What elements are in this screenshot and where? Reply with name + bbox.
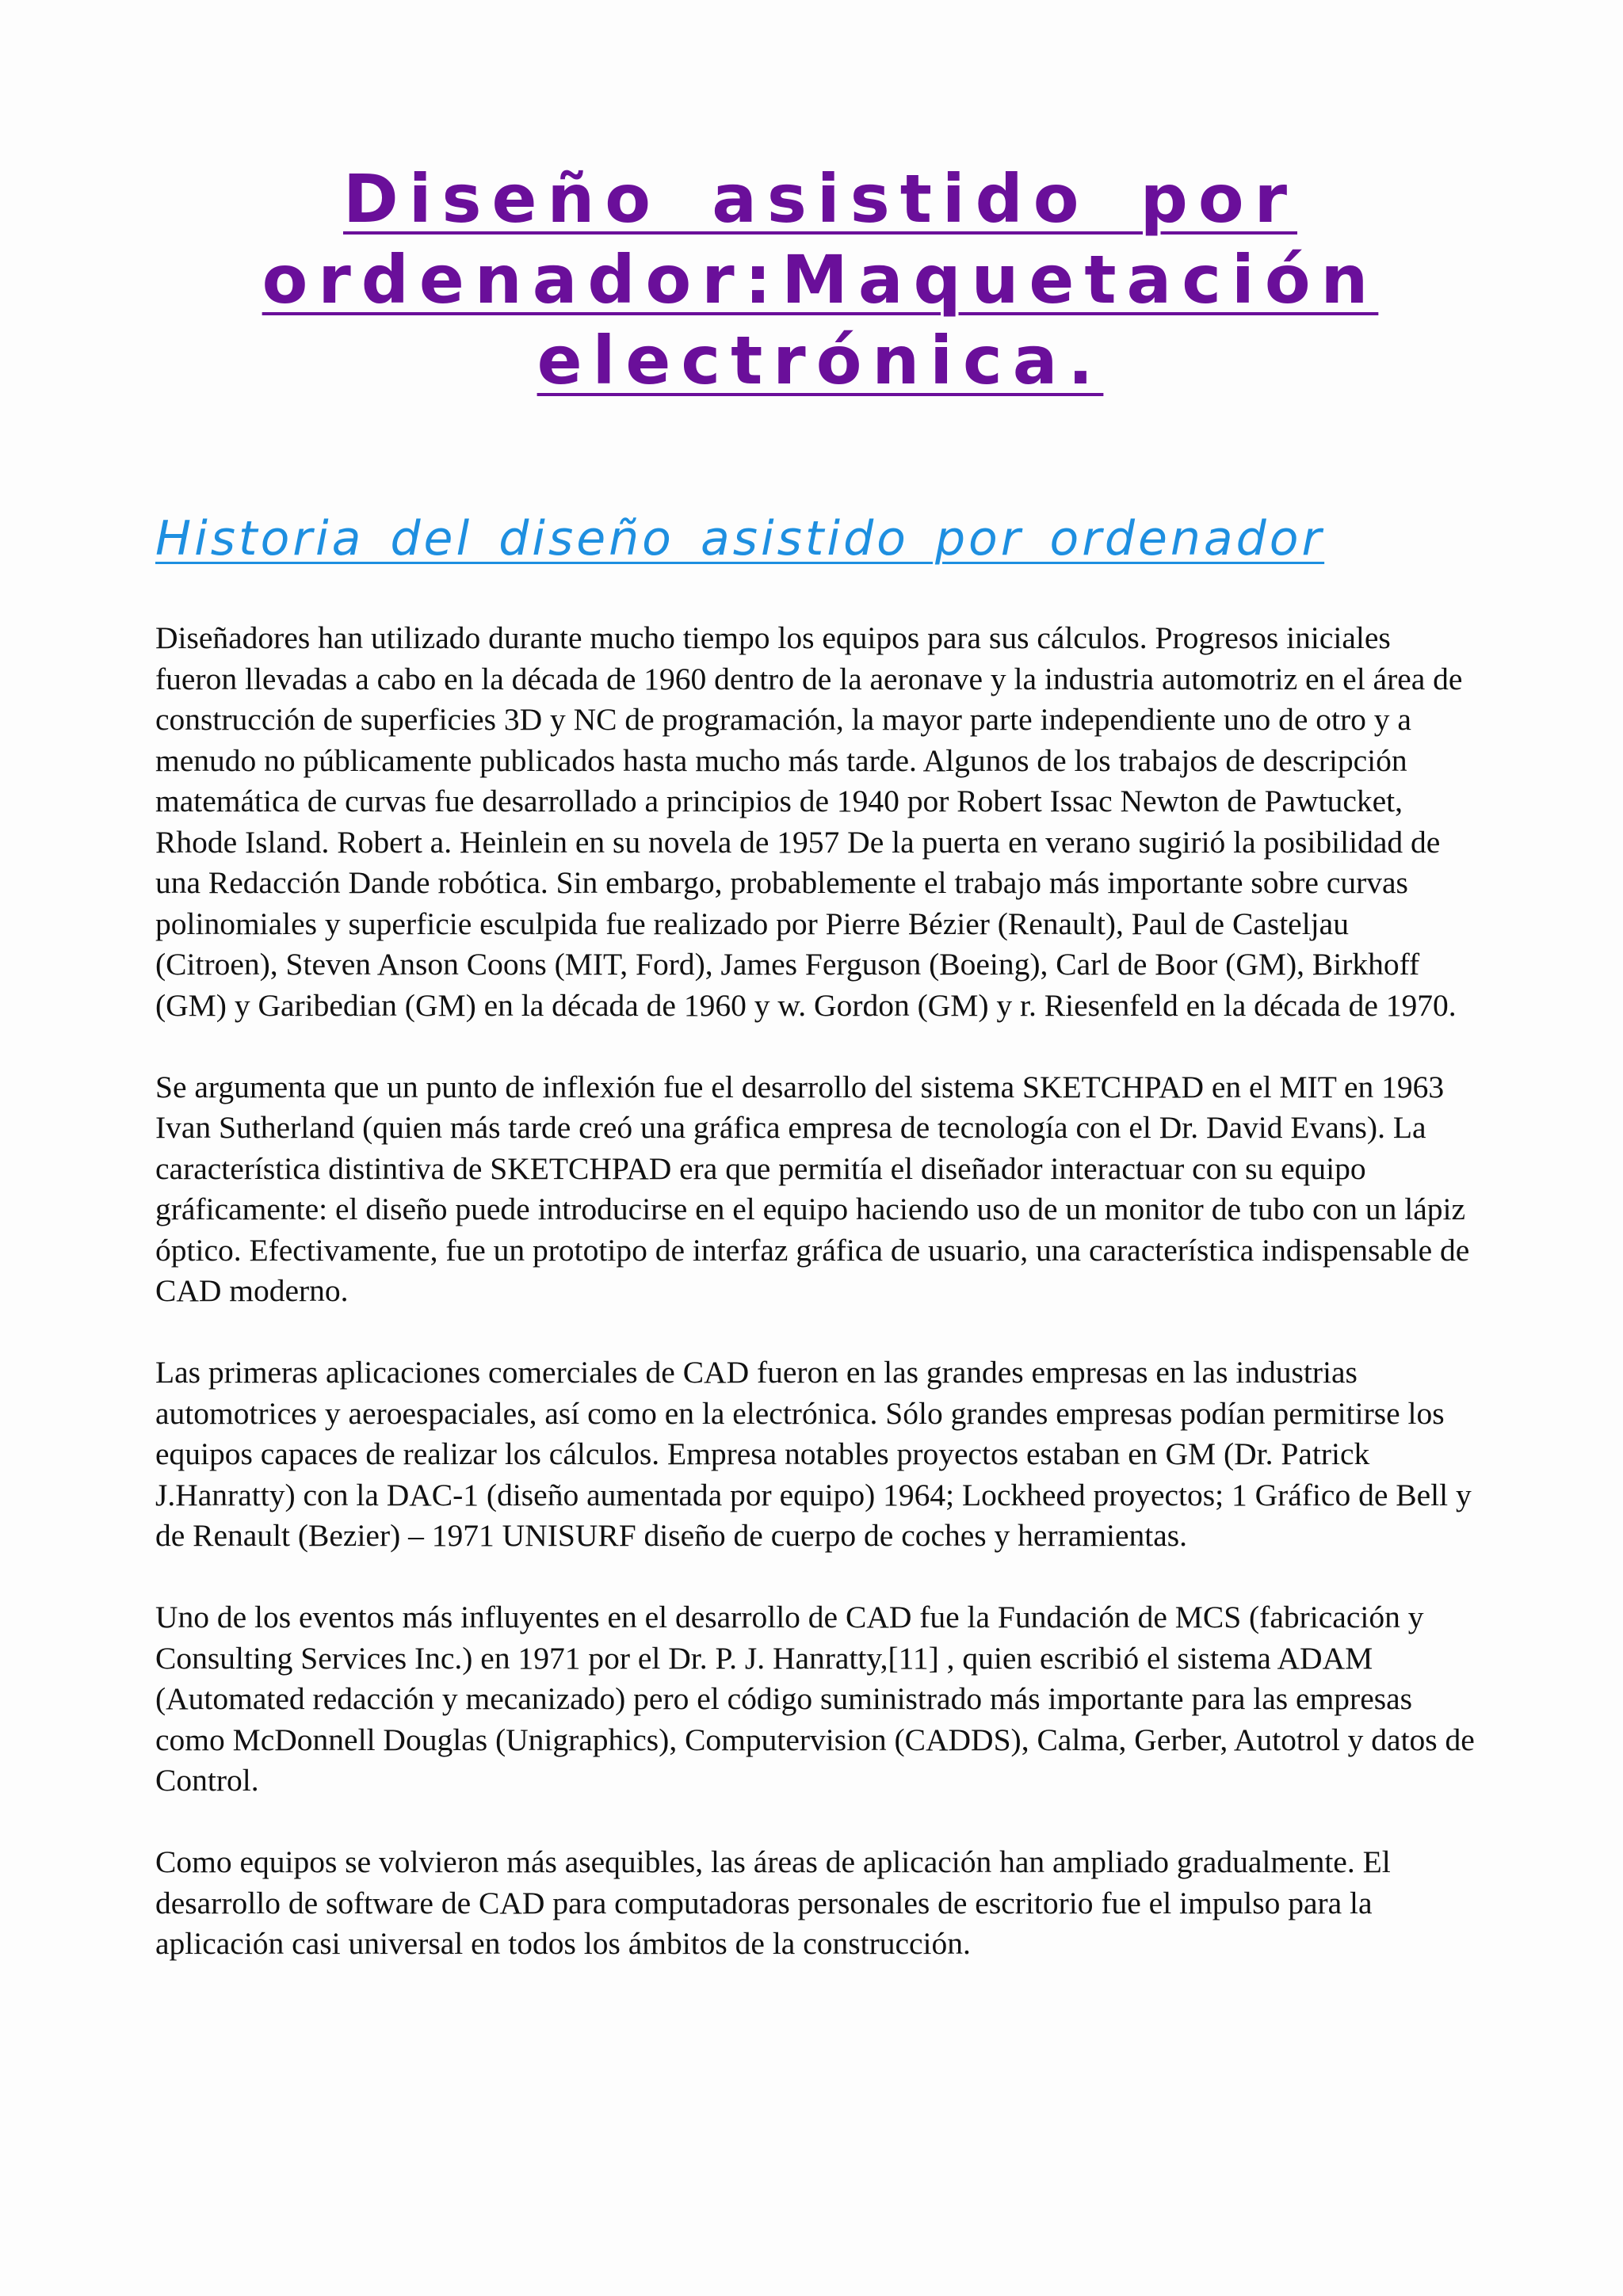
paragraph: Diseñadores han utilizado durante mucho tiempo los equipos para sus cálculos. Progresos iniciales fueron llevadas a cabo en la década de 1960 dentro de la aeronave y la industria automotriz en el área de construcción de superficies 3D y NC de programación, la mayor parte independiente uno de otro y a menudo no públicamente publicados hasta mucho más tarde. Algunos de los trabajos de descripción matemática de curvas fue desarrollado a principios de 1940 por Robert Issac Newton de Pawtucket, Rhode Island. Robert a. Heinlein en su novela de 1957 De la puerta en verano sugirió la posibilidad de una Redacción Dande robótica. Sin embargo, probablemente el trabajo más importante sobre curvas polinomiales y superficie esculpida fue realizado por Pierre Bézier (Renault), Paul de Casteljau (Citroen), Steven Anson Coons (MIT, Ford), James Ferguson (Boeing), Carl de Boor (GM), Birkhoff (GM) y Garibedian (GM) en la década de 1960 y w. Gordon (GM) y r. Riesenfeld en la década de 1970. bbox=[155, 620, 1463, 1023]
document-title[interactable]: Diseño asistido por ordenador:Maquetación electrónica. bbox=[262, 160, 1379, 399]
section-heading-historia[interactable]: Historia del diseño asistido por ordenador bbox=[155, 511, 1325, 566]
paragraph: Uno de los eventos más influyentes en el desarrollo de CAD fue la Fundación de MCS (fabricación y Consulting Services Inc.) en 1971 por el Dr. P. J. Hanratty,[11] , quien escribió el sistema ADAM (Automated redacción y mecanizado) pero el código suministrado más importante para las empresas como McDonnell Douglas (Unigraphics), Computervision (CADDS), Calma, Gerber, Autotrol y datos de Control. bbox=[155, 1600, 1475, 1798]
paragraph: Las primeras aplicaciones comerciales de CAD fueron en las grandes empresas en las industrias automotrices y aeroespaciales, así como en la electrónica. Sólo grandes empresas podían permitirse los equipos capaces de realizar los cálculos. Empresa notables proyectos estaban en GM (Dr. Patrick J.Hanratty) con la DAC-1 (diseño aumentada por equipo) 1964; Lockheed proyectos; 1 Gráfico de Bell y de Renault (Bezier) – 1971 UNISURF diseño de cuerpo de coches y herramientas. bbox=[155, 1355, 1472, 1553]
body-text bbox=[155, 618, 1479, 2005]
paragraph: Se argumenta que un punto de inflexión fue el desarrollo del sistema SKETCHPAD en el MIT en 1963 Ivan Sutherland (quien más tarde creó una gráfica empresa de tecnología con el Dr. David Evans). La característica distintiva de SKETCHPAD era que permitía el diseñador interactuar con su equipo gráficamente: el diseño puede introducirse en el equipo haciendo uso de un monitor de tubo con un lápiz óptico. Efectivamente, fue un prototipo de interfaz gráfica de usuario, una característica indispensable de CAD moderno. bbox=[155, 1069, 1470, 1308]
paragraph: Como equipos se volvieron más asequibles, las áreas de aplicación han ampliado gradualmente. El desarrollo de software de CAD para computadoras personales de escritorio fue el impulso para la aplicación casi universal en todos los ámbitos de la construcción. bbox=[155, 1844, 1391, 1961]
